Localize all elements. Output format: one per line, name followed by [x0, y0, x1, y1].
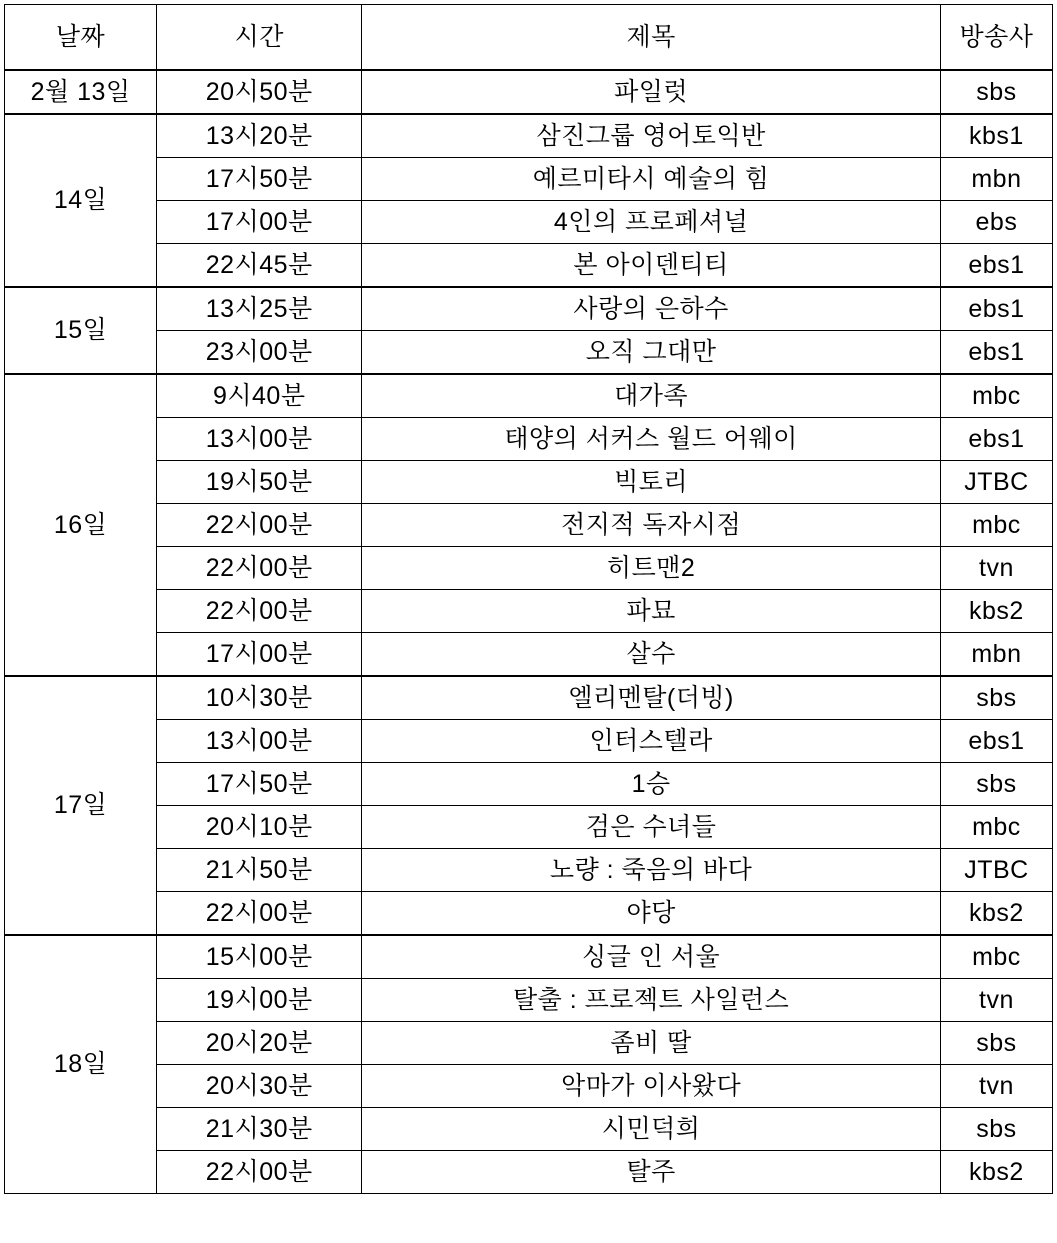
table-row: [5, 374, 1053, 418]
table-row: [5, 892, 1053, 936]
time-cell: 19시00분: [157, 979, 362, 1022]
title-cell: 파묘: [362, 590, 941, 633]
table-row: [5, 1151, 1053, 1194]
date-cell: 15일: [5, 287, 157, 374]
date-cell: 17일: [5, 676, 157, 935]
title-cell: 삼진그룹 영어토익반: [362, 114, 941, 158]
time-cell: 22시00분: [157, 590, 362, 633]
time-cell: 9시40분: [157, 374, 362, 418]
broadcast-schedule-table: [4, 4, 1053, 1194]
table-row: [5, 720, 1053, 763]
broadcaster-cell: sbs: [940, 676, 1052, 720]
time-cell: 19시50분: [157, 461, 362, 504]
table-row: [5, 547, 1053, 590]
time-cell: 10시30분: [157, 676, 362, 720]
title-cell: 예르미타시 예술의 힘: [362, 158, 941, 201]
title-cell: 인터스텔라: [362, 720, 941, 763]
title-cell: 태양의 서커스 월드 어웨이: [362, 418, 941, 461]
broadcaster-cell: kbs2: [940, 892, 1052, 936]
table-row: [5, 158, 1053, 201]
title-cell: 본 아이덴티티: [362, 244, 941, 288]
table-row: [5, 849, 1053, 892]
title-cell: 4인의 프로페셔널: [362, 201, 941, 244]
table-row: [5, 979, 1053, 1022]
broadcaster-cell: mbc: [940, 374, 1052, 418]
broadcaster-cell: kbs2: [940, 590, 1052, 633]
broadcaster-cell: mbn: [940, 158, 1052, 201]
time-cell: 21시30분: [157, 1108, 362, 1151]
broadcaster-cell: tvn: [940, 1065, 1052, 1108]
table-row: [5, 590, 1053, 633]
title-cell: 싱글 인 서울: [362, 935, 941, 979]
title-cell: 히트맨2: [362, 547, 941, 590]
table-row: [5, 806, 1053, 849]
table-row: [5, 935, 1053, 979]
title-cell: 오직 그대만: [362, 331, 941, 375]
time-cell: 17시50분: [157, 158, 362, 201]
title-cell: 파일럿: [362, 70, 941, 114]
time-cell: 22시00분: [157, 892, 362, 936]
broadcaster-cell: ebs1: [940, 244, 1052, 288]
column-header-date: 날짜: [5, 5, 157, 71]
broadcaster-cell: sbs: [940, 1108, 1052, 1151]
time-cell: 21시50분: [157, 849, 362, 892]
table-row: [5, 1065, 1053, 1108]
broadcaster-cell: sbs: [940, 70, 1052, 114]
date-cell: 18일: [5, 935, 157, 1194]
table-body: [5, 70, 1053, 1194]
broadcaster-cell: kbs2: [940, 1151, 1052, 1194]
title-cell: 탈주: [362, 1151, 941, 1194]
time-cell: 15시00분: [157, 935, 362, 979]
table-row: [5, 763, 1053, 806]
table-row: [5, 201, 1053, 244]
time-cell: 13시25분: [157, 287, 362, 331]
broadcaster-cell: tvn: [940, 979, 1052, 1022]
broadcaster-cell: mbc: [940, 935, 1052, 979]
title-cell: 엘리멘탈(더빙): [362, 676, 941, 720]
broadcaster-cell: ebs1: [940, 287, 1052, 331]
broadcaster-cell: sbs: [940, 1022, 1052, 1065]
title-cell: 살수: [362, 633, 941, 677]
table-row: [5, 504, 1053, 547]
title-cell: 사랑의 은하수: [362, 287, 941, 331]
title-cell: 노량 : 죽음의 바다: [362, 849, 941, 892]
table-row: [5, 70, 1053, 114]
time-cell: 22시00분: [157, 547, 362, 590]
table-row: [5, 244, 1053, 288]
broadcaster-cell: ebs1: [940, 720, 1052, 763]
broadcaster-cell: JTBC: [940, 461, 1052, 504]
table-row: [5, 331, 1053, 375]
time-cell: 20시20분: [157, 1022, 362, 1065]
time-cell: 22시45분: [157, 244, 362, 288]
broadcaster-cell: mbn: [940, 633, 1052, 677]
date-cell: 2월 13일: [5, 70, 157, 114]
time-cell: 13시20분: [157, 114, 362, 158]
broadcaster-cell: JTBC: [940, 849, 1052, 892]
table-row: [5, 633, 1053, 677]
broadcaster-cell: mbc: [940, 806, 1052, 849]
table-row: [5, 418, 1053, 461]
title-cell: 전지적 독자시점: [362, 504, 941, 547]
time-cell: 22시00분: [157, 1151, 362, 1194]
title-cell: 탈출 : 프로젝트 사일런스: [362, 979, 941, 1022]
broadcaster-cell: kbs1: [940, 114, 1052, 158]
time-cell: 22시00분: [157, 504, 362, 547]
column-header-time: 시간: [157, 5, 362, 71]
table-row: [5, 114, 1053, 158]
table-row: [5, 1108, 1053, 1151]
title-cell: 시민덕희: [362, 1108, 941, 1151]
time-cell: 17시50분: [157, 763, 362, 806]
table-row: [5, 287, 1053, 331]
broadcaster-cell: mbc: [940, 504, 1052, 547]
table-header: [5, 5, 1053, 71]
time-cell: 13시00분: [157, 720, 362, 763]
broadcaster-cell: ebs: [940, 201, 1052, 244]
time-cell: 13시00분: [157, 418, 362, 461]
time-cell: 17시00분: [157, 633, 362, 677]
time-cell: 20시50분: [157, 70, 362, 114]
table-row: [5, 1022, 1053, 1065]
time-cell: 20시10분: [157, 806, 362, 849]
time-cell: 17시00분: [157, 201, 362, 244]
title-cell: 악마가 이사왔다: [362, 1065, 941, 1108]
title-cell: 빅토리: [362, 461, 941, 504]
time-cell: 20시30분: [157, 1065, 362, 1108]
title-cell: 대가족: [362, 374, 941, 418]
time-cell: 23시00분: [157, 331, 362, 375]
header-row: [5, 5, 1053, 71]
title-cell: 좀비 딸: [362, 1022, 941, 1065]
broadcaster-cell: tvn: [940, 547, 1052, 590]
column-header-broadcaster: 방송사: [940, 5, 1052, 71]
date-cell: 14일: [5, 114, 157, 287]
title-cell: 1승: [362, 763, 941, 806]
date-cell: 16일: [5, 374, 157, 676]
title-cell: 야당: [362, 892, 941, 936]
table-row: [5, 676, 1053, 720]
title-cell: 검은 수녀들: [362, 806, 941, 849]
table-row: [5, 461, 1053, 504]
broadcaster-cell: ebs1: [940, 331, 1052, 375]
broadcaster-cell: sbs: [940, 763, 1052, 806]
column-header-title: 제목: [362, 5, 941, 71]
broadcaster-cell: ebs1: [940, 418, 1052, 461]
